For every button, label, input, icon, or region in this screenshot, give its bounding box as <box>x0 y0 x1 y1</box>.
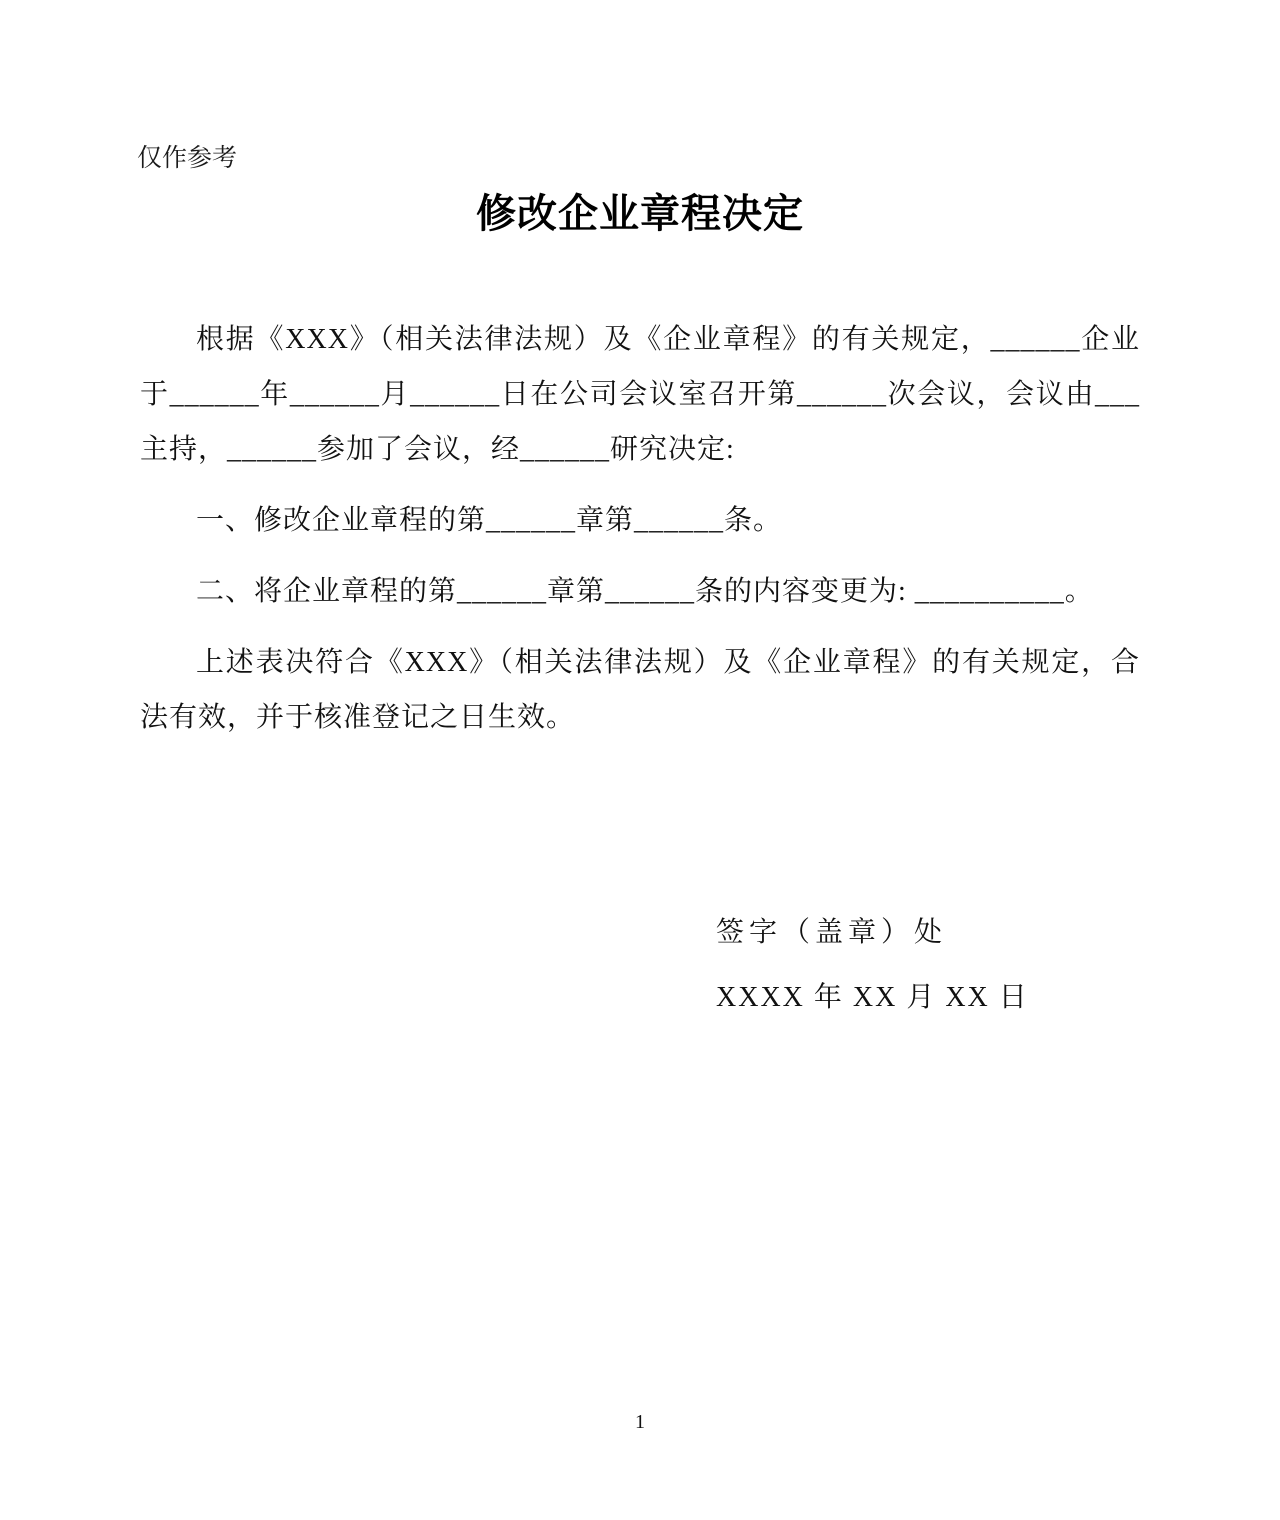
document-body <box>140 312 1140 745</box>
list-item-1: 一、修改企业章程的第______章第______条。 <box>196 505 783 536</box>
reference-note: 仅作参考 <box>137 144 238 172</box>
document-title: 修改企业章程决定 <box>476 192 804 236</box>
paragraph-intro: 根据《XXX》（相关法律法规）及《企业章程》的有关规定，______企业于______年______月______日在公司会议室召开第______次会议，会议由___主持，______参加了会议，经______研究决定: <box>140 324 1140 465</box>
signature-date: XXXX 年 XX 月 XX 日 <box>716 982 1029 1013</box>
signature-block <box>716 905 1029 1025</box>
list-item-2: 二、将企业章程的第______章第______条的内容变更为: __________。 <box>196 576 1094 607</box>
signature-label: 签字（盖章）处 <box>716 917 948 948</box>
page-number: 1 <box>635 1411 645 1433</box>
paragraph-closing: 上述表决符合《XXX》（相关法律法规）及《企业章程》的有关规定，合法有效，并于核准登记之日生效。 <box>140 647 1140 733</box>
